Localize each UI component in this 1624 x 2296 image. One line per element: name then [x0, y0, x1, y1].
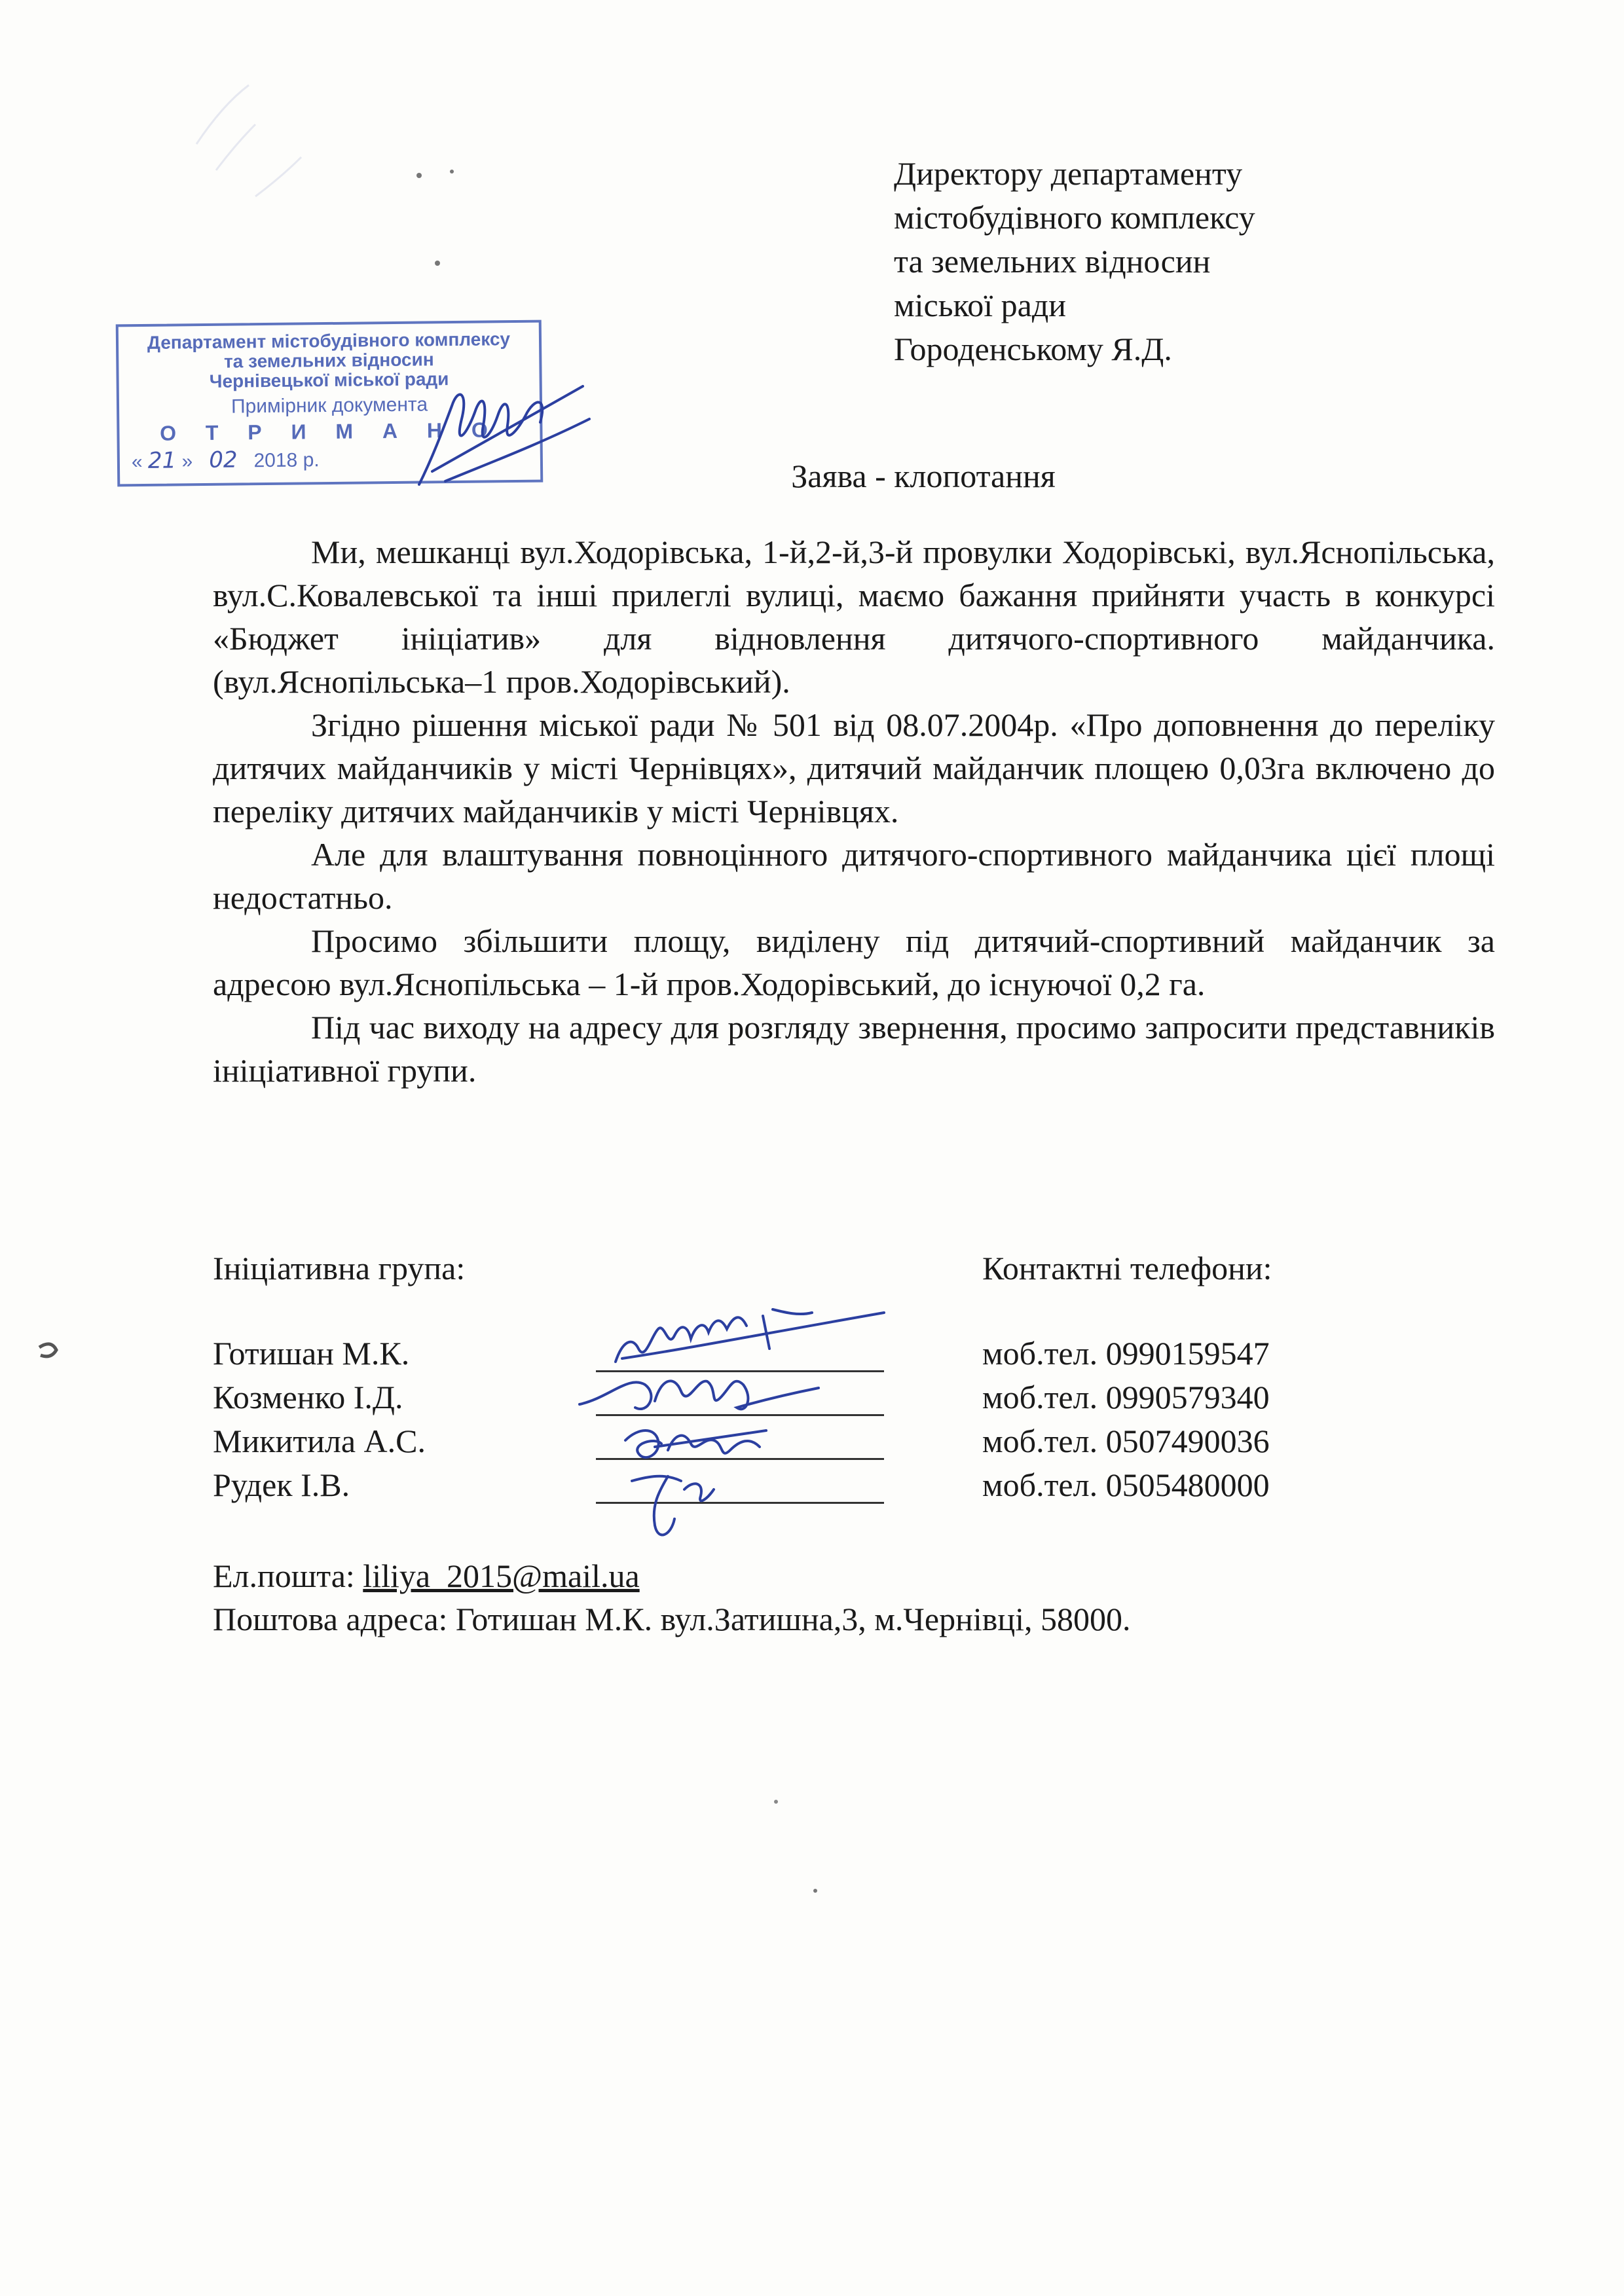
- body-paragraph: Ми, мешканці вул.Ходорівська, 1-й,2-й,3-й провулки Ходорівські, вул.Яснопільська, вул.С.Ковалевської та інші прилеглі вулиці, маємо бажання прийняти участь в конкурсі «Бюджет ініціатив» для відновлення дитячого-спортивного майданчика. (вул.Яснопільська–1 пров.Ходорівський).: [213, 534, 1495, 700]
- signature-line: [596, 1502, 884, 1504]
- member-row: [213, 1466, 1326, 1509]
- signature-line: [596, 1370, 884, 1372]
- member-phone: моб.тел. 0507490036: [982, 1423, 1270, 1459]
- group-heading: Ініціативна група:: [213, 1250, 466, 1286]
- member-phone: моб.тел. 0990159547: [982, 1335, 1270, 1372]
- document-body: [213, 530, 1495, 1092]
- body-paragraph: Просимо збільшити площу, виділену під дитячий-спортивний майданчик за адресою вул.Яснопільська – 1-й пров.Ходорівський, до існуючої 0,2 га.: [213, 922, 1495, 1002]
- postal-address: Поштова адреса: Готишан М.К. вул.Затишна,3, м.Чернівці, 58000.: [213, 1601, 1131, 1637]
- stamp-line: Примірник документа: [231, 393, 428, 418]
- signature-line: [596, 1458, 884, 1460]
- signature-line: [596, 1414, 884, 1416]
- member-name: Готишан М.К.: [213, 1335, 410, 1372]
- email-link[interactable]: liliya_2015@mail.ua: [363, 1558, 640, 1594]
- phones-heading: Контактні телефони:: [982, 1250, 1272, 1286]
- member-row: [213, 1378, 1326, 1421]
- stamp-day: 21: [147, 447, 177, 474]
- email-label: Ел.пошта:: [213, 1558, 363, 1594]
- member-name: Микитила А.С.: [213, 1423, 426, 1459]
- email-line: [213, 1557, 640, 1595]
- document-title: Заява - клопотання: [791, 458, 1056, 494]
- member-name: Козменко І.Д.: [213, 1379, 403, 1415]
- stamp-received-label: О Т Р И М А Н О: [159, 418, 500, 445]
- stamp-year-suffix: р.: [303, 449, 320, 471]
- member-phone: моб.тел. 0990579340: [982, 1379, 1270, 1415]
- member-row: [213, 1334, 1326, 1377]
- member-name: Рудек І.В.: [213, 1467, 350, 1503]
- body-paragraph: Згідно рішення міської ради № 501 від 08.07.2004р. «Про доповнення до переліку дитячих майданчиків у місті Чернівцях», дитячий майданчик площею 0,03га включено до переліку дитячих майданчиків у місті Чернівцях.: [213, 706, 1495, 829]
- addressee-line: та земельних відносин: [894, 243, 1211, 280]
- addressee-block: [894, 152, 1255, 371]
- stamp-line: Департамент містобудівного комплексу: [147, 329, 511, 353]
- addressee-line: Городенському Я.Д.: [894, 331, 1172, 367]
- body-paragraph: Під час виходу на адресу для розгляду звернення, просимо запросити представників ініціативної групи.: [213, 1009, 1495, 1089]
- stamp-month: 02: [209, 446, 238, 473]
- member-row: [213, 1422, 1326, 1465]
- addressee-line: містобудівного комплексу: [894, 199, 1255, 236]
- addressee-line: міської ради: [894, 287, 1067, 323]
- stamp-year: 2018: [253, 449, 298, 472]
- stamp-date: « 21 » 02 2018 р.: [131, 446, 320, 474]
- stamp-line: та земельних відносин: [223, 349, 434, 372]
- member-phone: моб.тел. 0505480000: [982, 1467, 1270, 1503]
- addressee-line: Директору департаменту: [894, 155, 1243, 192]
- stamp-line: Чернівецької міської ради: [209, 369, 449, 392]
- body-paragraph: Але для влаштування повноцінного дитячого-спортивного майданчика цієї площі недостатньо.: [213, 836, 1495, 916]
